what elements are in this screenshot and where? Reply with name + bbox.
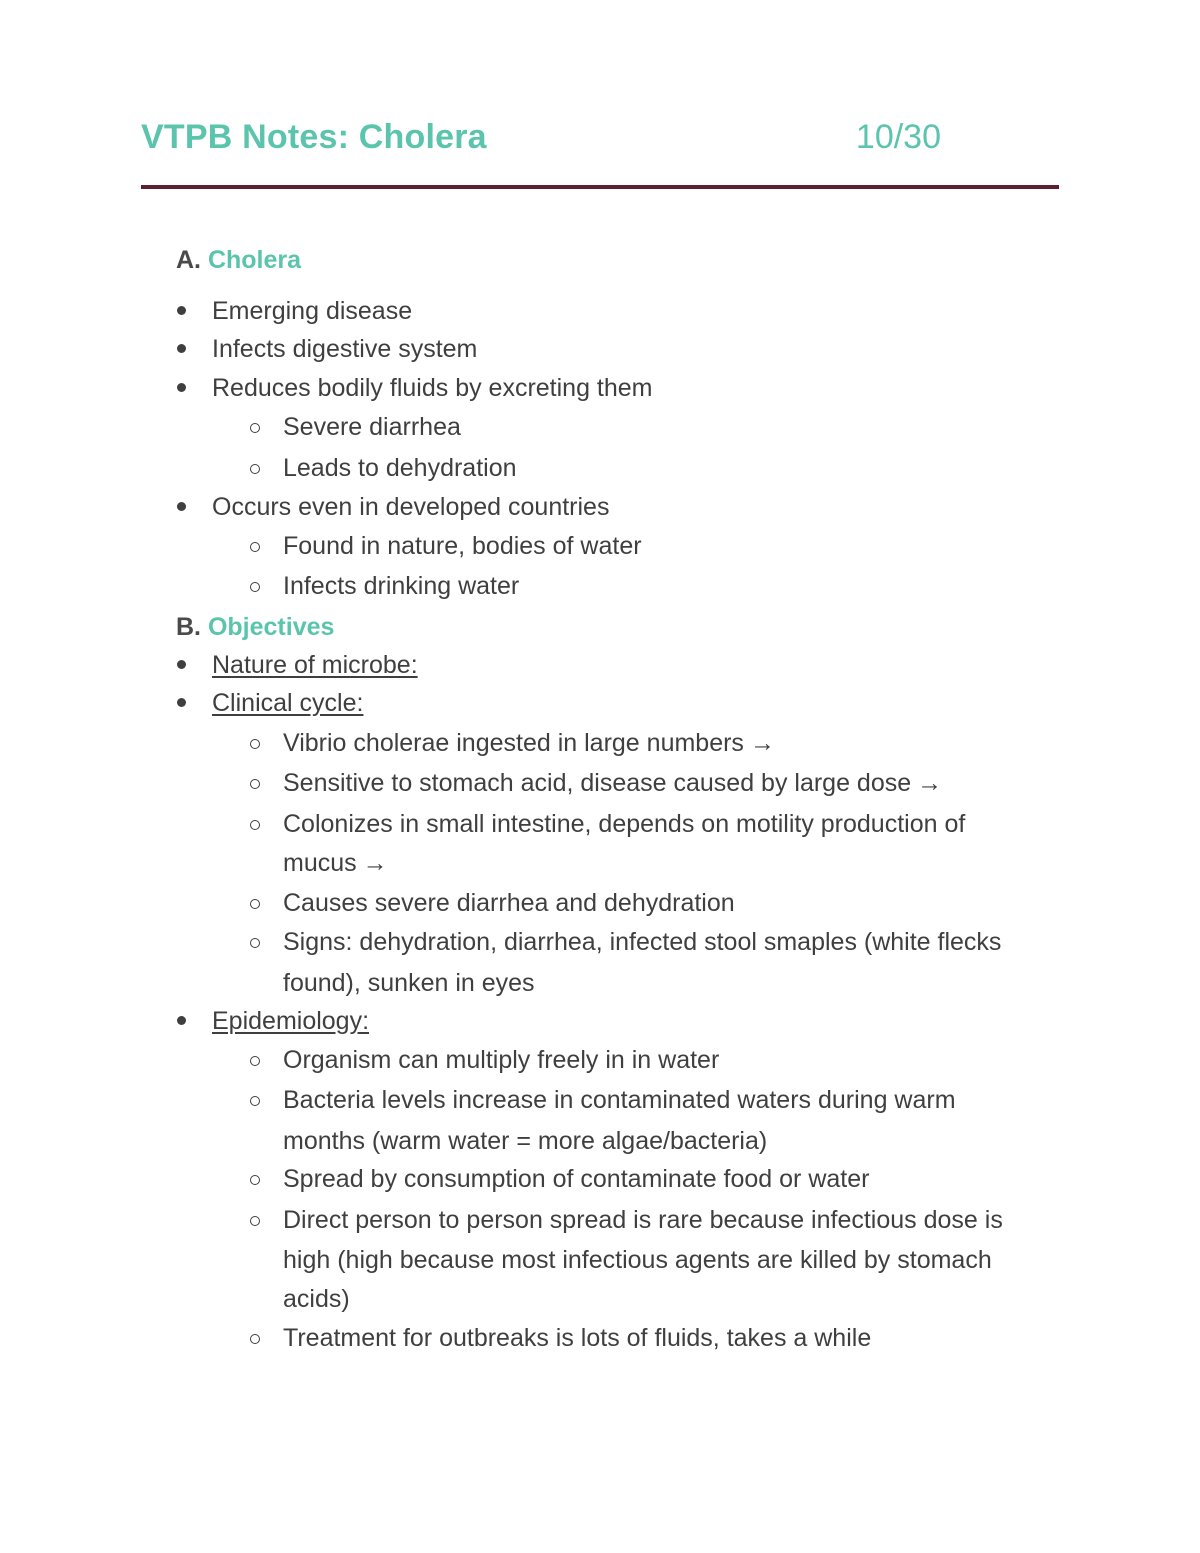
sub-bullet-icon — [250, 464, 260, 474]
sub-list-item: Severe diarrhea — [283, 413, 461, 441]
document-title: VTPB Notes: Cholera — [141, 118, 487, 156]
sub-list-item-continuation — [283, 848, 388, 878]
sub-bullet-icon — [250, 1096, 260, 1106]
sub-list-item: Found in nature, bodies of water — [283, 532, 642, 560]
list-item: Emerging disease — [212, 297, 413, 325]
nature-of-microbe-label: Nature of microbe: — [212, 651, 418, 679]
sub-bullet-icon — [250, 582, 260, 592]
section-a-letter: A. — [176, 246, 201, 274]
bullet-icon — [177, 344, 186, 353]
sub-list-item-continuation: acids) — [283, 1285, 350, 1313]
section-a-title: Cholera — [207, 246, 302, 274]
arrow-right-icon: → — [749, 729, 775, 757]
bullet-icon — [177, 383, 186, 392]
sub-list-item-text: Sensitive to stomach acid, disease caused by large dose — [283, 769, 912, 797]
sub-bullet-icon — [250, 1056, 260, 1066]
list-item: Reduces bodily fluids by excreting them — [212, 374, 653, 402]
sub-list-item-continuation: high (high because most infectious agents are killed by stomach — [283, 1246, 992, 1274]
sub-bullet-icon — [250, 423, 260, 433]
section-a-heading — [176, 245, 301, 275]
bullet-icon — [177, 306, 186, 315]
sub-list-item — [283, 768, 942, 798]
sub-list-item: Signs: dehydration, diarrhea, infected stool smaples (white flecks — [283, 928, 1002, 956]
sub-list-item: Leads to dehydration — [283, 454, 517, 482]
document-date: 10/30 — [855, 118, 941, 156]
sub-list-item: Causes severe diarrhea and dehydration — [283, 889, 735, 917]
title-row — [141, 118, 941, 168]
list-item: Occurs even in developed countries — [212, 493, 610, 521]
title-divider — [141, 185, 1059, 189]
bullet-icon — [177, 660, 186, 669]
list-item: Infects digestive system — [212, 335, 478, 363]
sub-bullet-icon — [250, 938, 260, 948]
sub-bullet-icon — [250, 899, 260, 909]
sub-list-item-text: Vibrio cholerae ingested in large numbers — [283, 729, 744, 757]
clinical-cycle-label: Clinical cycle: — [212, 689, 364, 717]
arrow-right-icon: → — [362, 849, 388, 877]
sub-bullet-icon — [250, 542, 260, 552]
sub-bullet-icon — [250, 739, 260, 749]
sub-list-item: Organism can multiply freely in in water — [283, 1046, 720, 1074]
sub-bullet-icon — [250, 1216, 260, 1226]
section-b-heading — [176, 612, 334, 642]
sub-list-item — [283, 728, 775, 758]
sub-bullet-icon — [250, 1175, 260, 1185]
sub-list-item-text: mucus — [283, 849, 357, 877]
bullet-icon — [177, 698, 186, 707]
sub-bullet-icon — [250, 1334, 260, 1344]
bullet-icon — [177, 502, 186, 511]
sub-list-item-continuation: found), sunken in eyes — [283, 969, 535, 997]
arrow-right-icon: → — [917, 769, 943, 797]
sub-list-item: Colonizes in small intestine, depends on motility production of — [283, 810, 966, 838]
section-b-letter: B. — [176, 613, 201, 641]
sub-list-item: Treatment for outbreaks is lots of fluids, takes a while — [283, 1324, 872, 1352]
sub-bullet-icon — [250, 820, 260, 830]
epidemiology-label: Epidemiology: — [212, 1007, 370, 1035]
section-b-title: Objectives — [207, 613, 335, 641]
sub-bullet-icon — [250, 779, 260, 789]
sub-list-item-continuation: months (warm water = more algae/bacteria) — [283, 1127, 768, 1155]
sub-list-item: Infects drinking water — [283, 572, 520, 600]
sub-list-item: Direct person to person spread is rare because infectious dose is — [283, 1206, 1003, 1234]
sub-list-item: Bacteria levels increase in contaminated waters during warm — [283, 1086, 956, 1114]
bullet-icon — [177, 1016, 186, 1025]
sub-list-item: Spread by consumption of contaminate food or water — [283, 1165, 870, 1193]
